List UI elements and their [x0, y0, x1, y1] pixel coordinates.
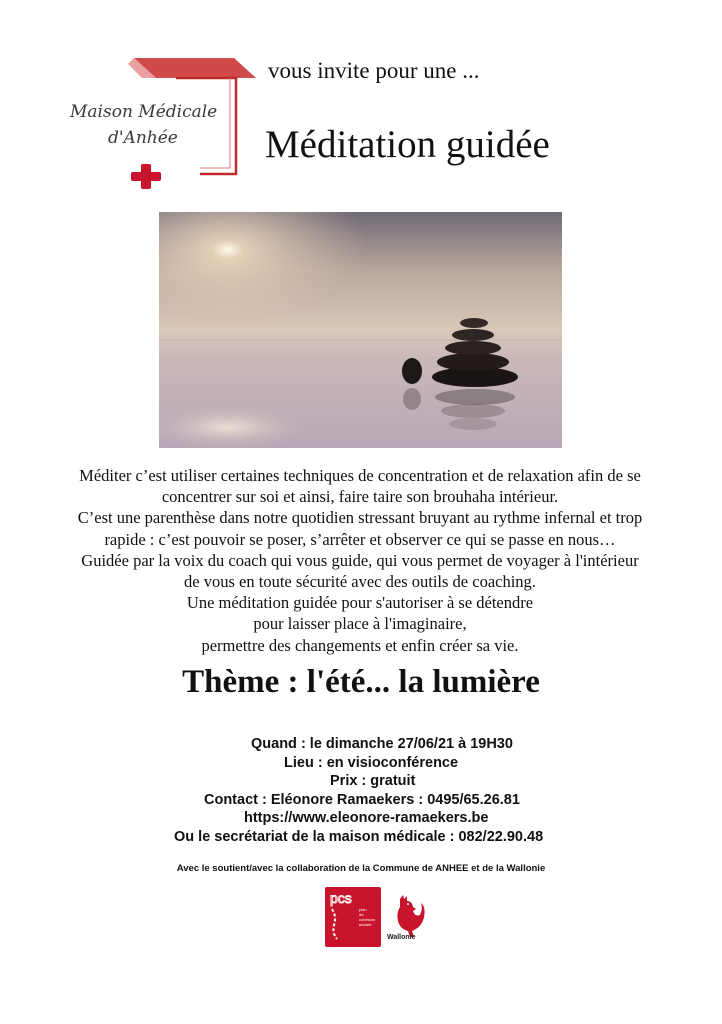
- description-line: concentrer sur soi et ainsi, faire taire son brouhaha intérieur.: [161, 487, 559, 507]
- maison-medicale-logo: [60, 56, 260, 196]
- description-line: de vous en toute sécurité avec des outils de coaching.: [184, 572, 536, 592]
- event-info: [0, 735, 722, 846]
- description-line: Guidée par la voix du coach qui vous guide, qui vous permet de voyager à l'intérieur: [81, 550, 639, 570]
- support-note: Avec le soutient/avec la collaboration de la Commune de ANHEE et de la Wallonie: [176, 863, 546, 874]
- event-contact: Contact : Eléonore Ramaekers : 0495/65.26.81: [204, 791, 520, 808]
- pcs-logo: [325, 887, 381, 947]
- secretariat-contact: Ou le secrétariat de la maison médicale : 082/22.90.48: [174, 828, 544, 845]
- website-link[interactable]: https://www.eleonore-ramaekers.be: [244, 810, 489, 826]
- description-line: pour laisser place à l'imaginaire,: [253, 614, 467, 634]
- description: [40, 465, 680, 656]
- pcs-subtitle: plan de cohésion sociale: [359, 907, 376, 927]
- logo-location: d'Anhée: [108, 128, 178, 148]
- page-title: Méditation guidée: [265, 123, 550, 166]
- wallonie-label: Wallonie: [387, 934, 416, 941]
- meditation-stones-photo: [159, 212, 562, 448]
- house-roof-icon: [60, 56, 260, 196]
- description-line: Une méditation guidée pour s'autoriser à se détendre: [186, 593, 534, 613]
- description-line: Méditer c’est utiliser certaines techniques de concentration et de relaxation afin de se: [79, 466, 641, 485]
- event-date: Quand : le dimanche 27/06/21 à 19H30: [251, 736, 513, 752]
- event-price: Prix : gratuit: [330, 773, 416, 789]
- logo-name: Maison Médicale: [70, 102, 218, 122]
- description-line: C’est une parenthèse dans notre quotidien stressant bruyant au rythme infernal et trop: [77, 508, 643, 528]
- invite-text: vous invite pour une ...: [268, 58, 480, 83]
- description-line: rapide : c’est pouvoir se poser, s’arrêter et observer ce qui se passe en nous…: [104, 529, 616, 549]
- description-line: permettre des changements et enfin créer sa vie.: [201, 635, 519, 655]
- event-location: Lieu : en visioconférence: [284, 754, 459, 771]
- pcs-mark-text: pcs: [330, 890, 352, 906]
- theme-heading: Thème : l'été... la lumière: [182, 664, 540, 700]
